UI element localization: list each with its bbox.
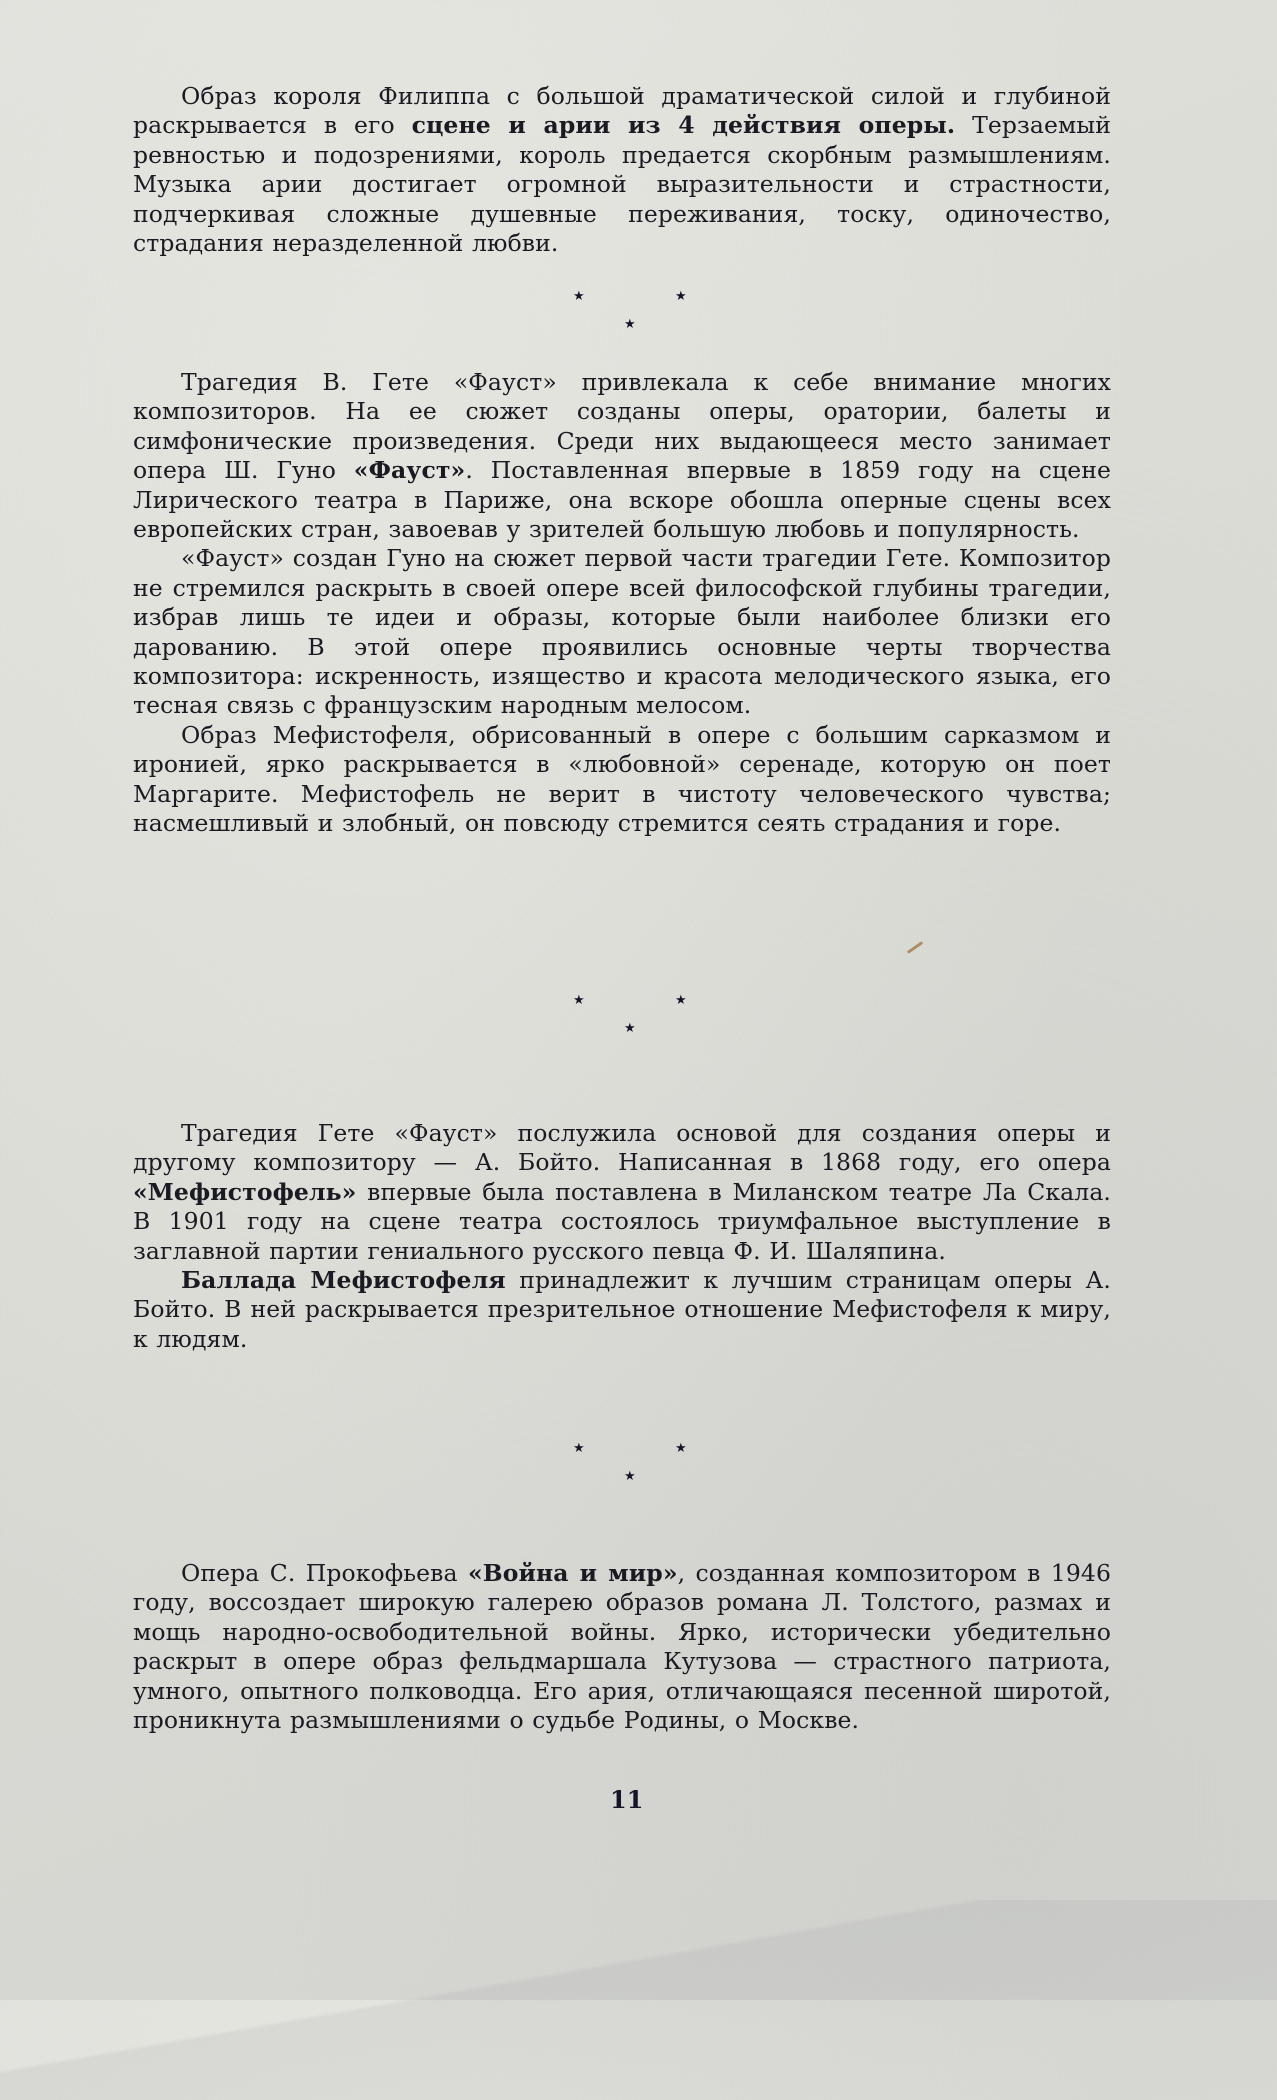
text-run: Терзаемый ревностью и подозрениями, король предается скорбным размышлениям. Музыка арии достигает огромной выразительности и страстности, подчеркивая сложные душевные переживания, тоску, одиночество, страдания неразделенной любви. — [133, 111, 1111, 258]
emphasis-ballad-title: Баллада Мефистофеля — [181, 1266, 506, 1295]
section-gounod-faust — [133, 368, 1111, 839]
text-run: Опера С. Прокофьева — [181, 1559, 468, 1587]
emphasis-aria-title: сцене и арии из 4 действия оперы. — [411, 111, 956, 140]
text-run: «Фауст» создан Гуно на сюжет первой части трагедии Гете. Композитор не стремился раскрыть в своей опере всей философской глубины трагедии, избрав лишь те идеи и образы, которые были наиболее близки его дарованию. В этой опере проявились основные черты творчества композитора: искренность, изящество и красота мелодического языка, его тесная связь с французским народным мелосом. — [133, 544, 1111, 720]
section-divider — [573, 1442, 693, 1482]
star-icon: ★ — [675, 289, 687, 304]
section-king-philip — [133, 82, 1111, 258]
paragraph — [133, 1119, 1111, 1266]
text-run: Образ короля Филиппа с большой драматической силой и глубиной раскрывается в его — [133, 82, 1111, 140]
text-run: принадлежит к лучшим страницам оперы А. Бойто. В ней раскрывается презрительное отношение Мефистофеля к миру, к людям. — [133, 1266, 1111, 1353]
star-icon: ★ — [675, 993, 687, 1008]
text-run: Трагедия Гете «Фауст» послужила основой для создания оперы и другому композитору — А. Бойто. Написанная в 1868 году, его опера — [133, 1119, 1111, 1177]
text-run: . Поставленная впервые в 1859 году на сцене Лирического театра в Париже, она вскоре обошла оперные сцены всех европейских стран, завоевав у зрителей большую любовь и популярность. — [133, 456, 1111, 544]
emphasis-opera-title: «Фауст» — [353, 456, 466, 485]
emphasis-opera-title: «Война и мир» — [467, 1559, 678, 1587]
section-prokofiev-war-and-peace — [133, 1559, 1111, 1735]
star-icon: ★ — [573, 289, 585, 304]
text-run: Трагедия В. Гете «Фауст» привлекала к себе внимание многих композиторов. На ее сюжет созданы оперы, оратории, балеты и симфонические произведения. Среди них выдающееся место занимает опера Ш. Гуно — [133, 368, 1111, 485]
emphasis-opera-title: «Мефистофель» — [133, 1177, 357, 1206]
section-divider — [573, 290, 693, 330]
paragraph — [133, 368, 1111, 544]
text-run: Образ Мефистофеля, обрисованный в опере с большим сарказмом и иронией, ярко раскрывается в «любовной» серенаде, которую он поет Маргарите. Мефистофель не верит в чистоту человеческого чувства; насмешливый и злобный, он повсюду стремится сеять страдания и горе. — [133, 720, 1111, 838]
paragraph — [133, 544, 1111, 720]
star-icon: ★ — [624, 1021, 636, 1036]
section-boito-mefistofele — [133, 1119, 1111, 1354]
paper-fold-shadow — [0, 1900, 1277, 2100]
section-divider — [573, 994, 693, 1034]
text-run: , созданная композитором в 1946 году, воссоздает широкую галерею образов романа Л. Толстого, размах и мощь народно-освободительной войны. Ярко, исторически убедительно раскрыт в опере образ фельдмаршала Кутузова — страстного патриота, умного, опытного полководца. Его ария, отличающаяся песенной широтой, проникнута размышлениями о судьбе Родины, о Москве. — [133, 1559, 1112, 1735]
paragraph — [133, 721, 1111, 839]
paragraph — [133, 1266, 1111, 1354]
star-icon: ★ — [624, 1469, 636, 1484]
text-run: впервые была поставлена в Миланском театре Ла Скала. В 1901 году на сцене театра состоялось триумфальное выступление в заглавной партии гениального русского певца Ф. И. Шаляпина. — [133, 1177, 1111, 1265]
page-number: 11 — [610, 1785, 644, 1814]
star-icon: ★ — [573, 993, 585, 1008]
paper-speck — [907, 941, 923, 954]
star-icon: ★ — [624, 317, 636, 332]
paragraph — [133, 82, 1111, 258]
star-icon: ★ — [573, 1441, 585, 1456]
paragraph — [133, 1559, 1111, 1735]
star-icon: ★ — [675, 1441, 687, 1456]
